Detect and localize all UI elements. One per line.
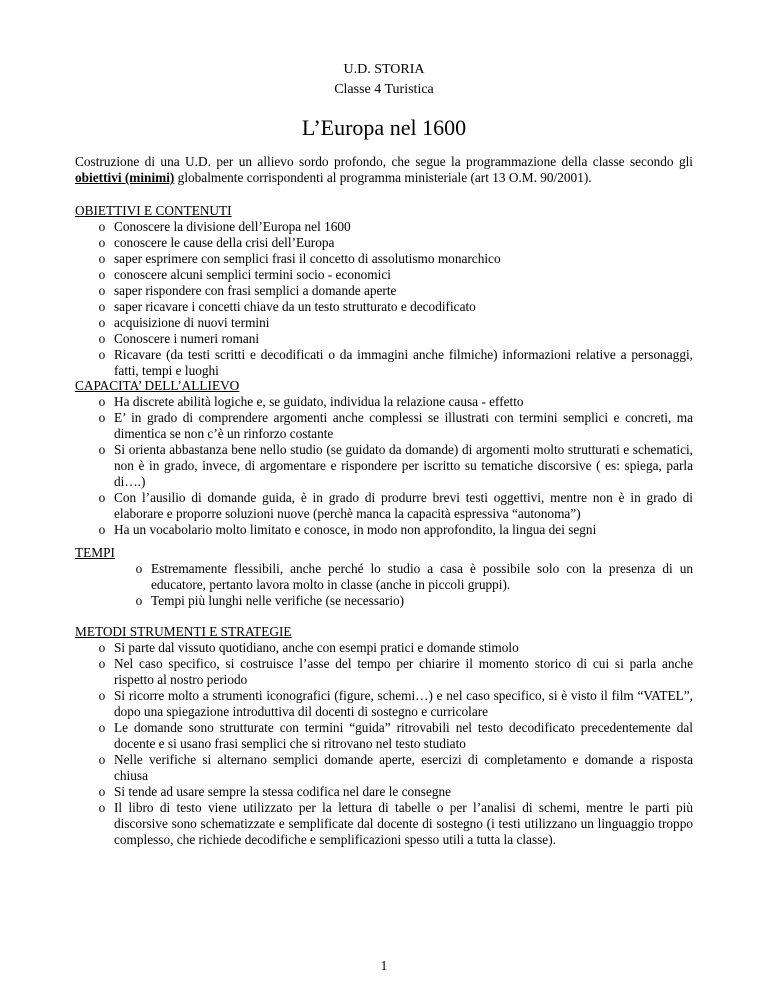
section-heading: OBIETTIVI E CONTENUTI (75, 203, 232, 218)
bullet-marker: o (98, 394, 106, 409)
section-capabilities (75, 378, 693, 538)
page-number: 1 (380, 958, 388, 973)
bullet-marker: o (98, 235, 106, 250)
header-subject: U.D. STORIA (343, 62, 425, 77)
list-item: o Il libro di testo viene utilizzato per la lettura di tabelle o per l’analisi di schemi, mentre le parti più discorsive sono schematizzate e semplificate dal docente di sostegno (i testi utilizzano un linguaggio troppo complesso, che richiede decodifiche e semplificazioni spesso utili a tutta la classe). (90, 800, 693, 848)
list-item: o Estremamente flessibili, anche perché lo studio a casa è possibile solo con la presenza di un educatore, pertanto lavora molto in classe (anche in piccoli gruppi). (127, 561, 693, 593)
section-heading: CAPACITA’ DELL’ALLIEVO (75, 378, 240, 393)
intro-paragraph (75, 154, 693, 186)
list-item: o Nelle verifiche si alternano semplici domande aperte, esercizi di completamento e domande a risposta chiusa (90, 752, 693, 784)
list-item: o saper rispondere con frasi semplici a domande aperte (90, 283, 693, 299)
section-heading: TEMPI (75, 545, 115, 560)
list-item: o Si ricorre molto a strumenti iconografici (figure, schemi…) e nel caso specifico, si è visto il film “VATEL”, dopo una spiegazione introduttiva dil docenti di sostegno e curricolare (90, 688, 693, 720)
bullet-marker: o (98, 522, 106, 537)
intro-text-after: globalmente corrispondenti al programma ministeriale (art 13 O.M. 90/2001). (174, 170, 592, 185)
document-header (0, 60, 768, 100)
list-item: o E’ in grado di comprendere argomenti anche complessi se illustrati con termini semplici e concreti, ma dimentica se non c’è un rinforzo costante (90, 410, 693, 442)
bullet-marker: o (98, 267, 106, 282)
list-item: o conoscere le cause della crisi dell’Europa (90, 235, 693, 251)
list-item: o Si parte dal vissuto quotidiano, anche con esempi pratici e domande stimolo (90, 640, 693, 656)
bullet-marker: o (98, 656, 106, 671)
list-item: o Conoscere la divisione dell’Europa nel 1600 (90, 219, 693, 235)
bullet-marker: o (98, 442, 106, 457)
bullet-marker: o (135, 593, 143, 608)
list-item: o acquisizione di nuovi termini (90, 315, 693, 331)
intro-text-before: Costruzione di una U.D. per un allievo sordo profondo, che segue la programmazione della classe secondo gli (75, 154, 693, 169)
header-class: Classe 4 Turistica (334, 82, 434, 97)
bullet-marker: o (98, 490, 106, 505)
list-item: o conoscere alcuni semplici termini socio - economici (90, 267, 693, 283)
document-title: L’Europa nel 1600 (301, 115, 467, 140)
bullet-list (90, 219, 693, 379)
bullet-marker: o (135, 561, 143, 576)
bullet-marker: o (98, 331, 106, 346)
list-item: o Le domande sono strutturate con termini “guida” ritrovabili nel testo decodificato precedentemente dal docente e si usano frasi semplici che si ritrovano nel testo studiato (90, 720, 693, 752)
bullet-marker: o (98, 299, 106, 314)
bullet-list (127, 561, 693, 609)
bullet-marker: o (98, 688, 106, 703)
list-item: o Conoscere i numeri romani (90, 331, 693, 347)
bullet-marker: o (98, 219, 106, 234)
list-item: o Con l’ausilio di domande guida, è in grado di produrre brevi testi oggettivi, mentre non è in grado di elaborare e proporre soluzioni nuove (perchè manca la capacità espressiva “autonoma”) (90, 490, 693, 522)
bullet-marker: o (98, 784, 106, 799)
bullet-list (90, 640, 693, 848)
list-item: o saper esprimere con semplici frasi il concetto di assolutismo monarchico (90, 251, 693, 267)
section-times (75, 545, 693, 609)
list-item: o saper ricavare i concetti chiave da un testo strutturato e decodificato (90, 299, 693, 315)
list-item: o Ha discrete abilità logiche e, se guidato, individua la relazione causa - effetto (90, 394, 693, 410)
list-item: o Ha un vocabolario molto limitato e conosce, in modo non approfondito, la lingua dei segni (90, 522, 693, 538)
bullet-marker: o (98, 410, 106, 425)
bullet-marker: o (98, 640, 106, 655)
intro-emphasis: obiettivi (minimi) (75, 170, 175, 185)
section-methods (75, 624, 693, 848)
bullet-marker: o (98, 720, 106, 735)
bullet-marker: o (98, 315, 106, 330)
section-heading: METODI STRUMENTI E STRATEGIE (75, 624, 292, 639)
list-item: o Si tende ad usare sempre la stessa codifica nel dare le consegne (90, 784, 693, 800)
list-item: o Si orienta abbastanza bene nello studio (se guidato da domande) di argomenti molto strutturati e schematici, non è in grado, invece, di argomentare e rispondere per iscritto su tematiche discorsive ( es: spiega, parla di….) (90, 442, 693, 490)
list-item: o Ricavare (da testi scritti e decodificati o da immagini anche filmiche) informazioni relative a personaggi, fatti, tempi e luoghi (90, 347, 693, 379)
bullet-list (90, 394, 693, 538)
section-objectives (75, 203, 693, 379)
bullet-marker: o (98, 347, 106, 362)
bullet-marker: o (98, 752, 106, 767)
bullet-marker: o (98, 283, 106, 298)
list-item: o Tempi più lunghi nelle verifiche (se necessario) (127, 593, 693, 609)
bullet-marker: o (98, 800, 106, 815)
bullet-marker: o (98, 251, 106, 266)
list-item: o Nel caso specifico, si costruisce l’asse del tempo per chiarire il momento storico di cui si parla anche rispetto al nostro periodo (90, 656, 693, 688)
